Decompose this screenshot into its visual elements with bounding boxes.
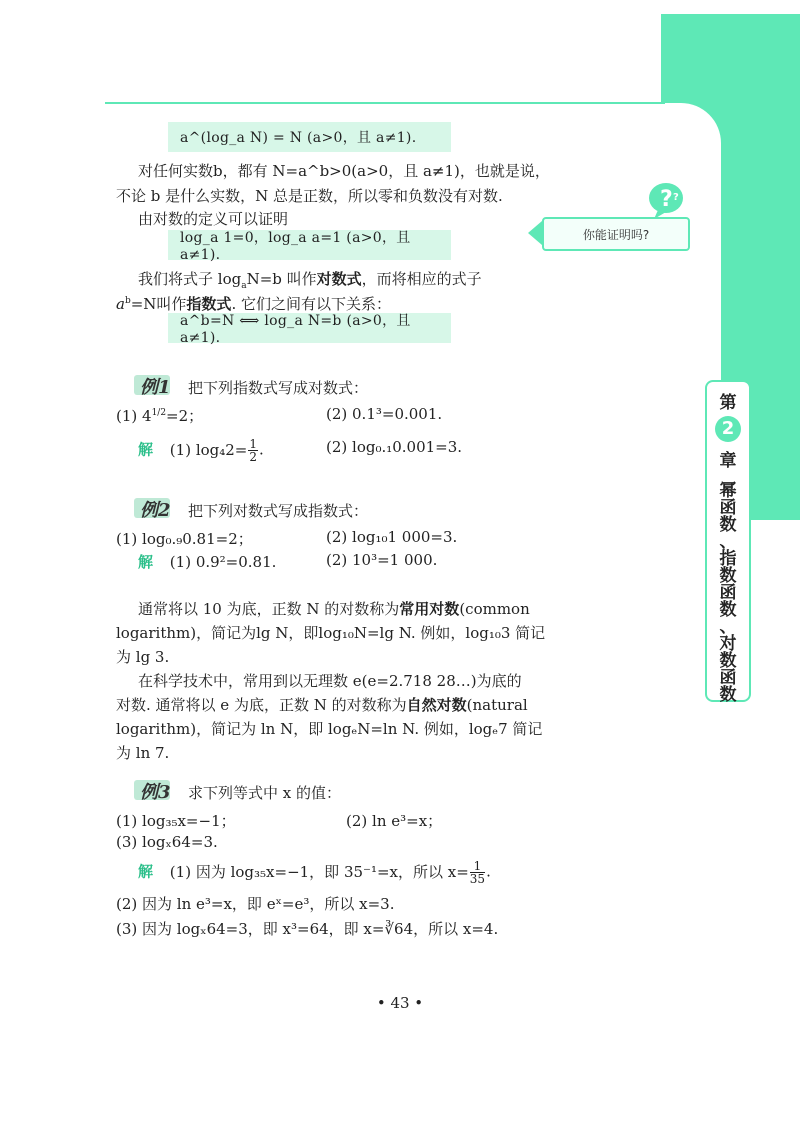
para3-line6: logarithm)，简记为 ln N，即 logₑN=ln N. 例如，logₑ7 简记 — [116, 720, 543, 738]
svg-text:?: ? — [673, 192, 679, 203]
example2-problem1: (1) log₀.₉0.81=2； — [116, 530, 253, 548]
formula-2: log_a 1=0，log_a a=1 (a>0，且 a≠1). — [180, 230, 411, 263]
chapter-title-char: 数 — [719, 600, 737, 620]
para3-l5c: (natural — [466, 696, 528, 714]
term-natural-log: 自然对数 — [406, 696, 467, 714]
page-number: • 43 • — [376, 994, 424, 1012]
term-exp-form: 指数式 — [186, 295, 232, 313]
para3-line5 — [116, 694, 528, 715]
example3-label — [140, 778, 171, 804]
example3-problem2: (2) ln e³=x； — [346, 812, 443, 830]
example2-solution — [138, 551, 276, 572]
example3-solution1: 解 (1) 因为 log₃₅x=−1，即 35⁻¹=x，所以 x= $\frac{1}{35}$ . — [138, 859, 491, 886]
example3-label-text: 例3 — [140, 782, 171, 803]
example1-solution2: (2) log₀.₁0.001=3. — [326, 438, 463, 456]
formula-1: a^(log_a N) = N (a>0，且 a≠1). — [180, 130, 417, 146]
example3-solution3: (3) 因为 logₓ64=3，即 x³=64，即 x=∛64，所以 x=4. — [116, 920, 499, 938]
para3-l1a: 通常将以 10 为底，正数 N 的对数称为 — [138, 600, 400, 618]
para3-l1c: (common — [459, 600, 530, 618]
para1-line1: 对任何实数b，都有 N=a^b>0(a>0，且 a≠1)，也就是说， — [138, 162, 550, 180]
ex2-sol-label: 解 — [138, 553, 154, 571]
para3-line2: logarithm)，简记为lg N，即log₁₀N=lg N. 例如，log₁₀3 简记 — [116, 624, 546, 642]
chapter-title-char: 数 — [719, 651, 737, 671]
chapter-prefix: 第 — [719, 393, 737, 413]
frac-half-num: 1 — [249, 437, 258, 451]
para3-line3: 为 lg 3. — [116, 648, 170, 666]
chapter-title-char: 函 — [719, 498, 737, 518]
question-bubble-icon — [646, 178, 690, 222]
example2-title: 把下列对数式写成指数式： — [188, 502, 369, 520]
ex1-p1-a: (1) 4 — [116, 407, 152, 425]
callout-text: 你能证明吗? — [582, 227, 650, 242]
para2-l1b: N=b 叫作 — [246, 270, 317, 288]
chapter-title-char: 对 — [719, 634, 737, 654]
para2-l1a: 我们将式子 log — [138, 270, 242, 288]
para2-line1: 我们将式子 $\log_aN=b$ 叫作对数式，而将相应的式子 — [138, 270, 482, 291]
ex1-p1-b: =2； — [166, 407, 204, 425]
para2-line2: $a^b=N$叫作指数式. 它们之间有以下关系： — [116, 295, 391, 313]
para3-line7: 为 ln 7. — [116, 744, 170, 762]
formula-box-2 — [168, 230, 451, 263]
chapter-number: 2 — [715, 416, 741, 442]
term-log-form: 对数式 — [316, 270, 362, 288]
example3-title: 求下列等式中 x 的值： — [188, 784, 341, 802]
example1-label-text: 例1 — [140, 377, 171, 398]
example1-solution: 解 (1) log₄2= $\frac{1}{2}$ . — [138, 437, 264, 464]
example2-label-text: 例2 — [140, 500, 171, 521]
para2-l2a: =N叫作 — [130, 295, 187, 313]
ex1-sol-label: 解 — [138, 440, 154, 459]
formula-box-3 — [168, 313, 451, 346]
chapter-title-char: 数 — [719, 685, 737, 705]
para2-l2c: . 它们之间有以下关系： — [231, 295, 391, 313]
example2-problem2: (2) log₁₀1 000=3. — [326, 528, 458, 546]
example3-problem3: (3) logₓ64=3. — [116, 833, 218, 851]
chapter-title-char: 函 — [719, 668, 737, 688]
frac-half-den: 2 — [249, 450, 258, 464]
formula-box-1 — [168, 122, 451, 152]
chapter-title-char: 数 — [719, 566, 737, 586]
chapter-title-char: 函 — [719, 583, 737, 603]
para1-line3: 由对数的定义可以证明 — [138, 210, 289, 228]
chapter-title-char: 、 — [719, 532, 737, 552]
callout-arrow — [528, 221, 542, 245]
chapter-suffix: 章 — [719, 451, 737, 471]
ex1-sol1: (1) log₄2= — [169, 440, 248, 459]
chapter-title-char: 指 — [719, 549, 737, 569]
frac-35-den: 35 — [469, 872, 486, 886]
chapter-title-char: 数 — [719, 515, 737, 535]
ex3-sol1: (1) 因为 log₃₅x=−1，即 35⁻¹=x，所以 x= — [169, 862, 469, 881]
chapter-title-char: 、 — [719, 617, 737, 637]
svg-text:?: ? — [660, 187, 673, 212]
ex3-sol-label: 解 — [138, 862, 154, 881]
para1-line2: 不论 b 是什么实数，N 总是正数，所以零和负数没有对数. — [116, 187, 503, 205]
fraction-half — [248, 438, 258, 463]
para3-l5a: 对数. 通常将以 e 为底，正数 N 的对数称为 — [116, 696, 407, 714]
fraction-1-35 — [470, 860, 485, 885]
formula-3: a^b=N ⟺ log_a N=b (a>0，且 a≠1). — [180, 313, 411, 346]
example3-problem1: (1) log₃₅x=−1； — [116, 812, 236, 830]
example2-solution2: (2) 10³=1 000. — [326, 551, 438, 569]
frac-35-num: 1 — [470, 860, 485, 873]
chapter-title-char: 幂 — [719, 481, 737, 501]
para2-l1d: ，而将相应的式子 — [361, 270, 482, 288]
header-rule — [105, 102, 665, 104]
example3-solution2: (2) 因为 ln e³=x，即 eˣ=e³，所以 x=3. — [116, 895, 395, 913]
para3-line1 — [138, 598, 530, 619]
example1-problem1: (1) $4^{1/2}=2$； — [116, 407, 204, 425]
ex2-sol1: (1) 0.9²=0.81. — [169, 553, 277, 571]
term-common-log: 常用对数 — [399, 600, 460, 618]
example1-title: 把下列指数式写成对数式： — [188, 379, 369, 397]
example1-label — [140, 373, 171, 399]
para3-line4: 在科学技术中，常用到以无理数 e(e=2.718 28…)为底的 — [138, 672, 522, 690]
callout-box — [542, 217, 690, 251]
chapter-side-tab — [705, 380, 751, 705]
example2-label — [140, 496, 171, 522]
example1-problem2: (2) 0.1³=0.001. — [326, 405, 443, 423]
